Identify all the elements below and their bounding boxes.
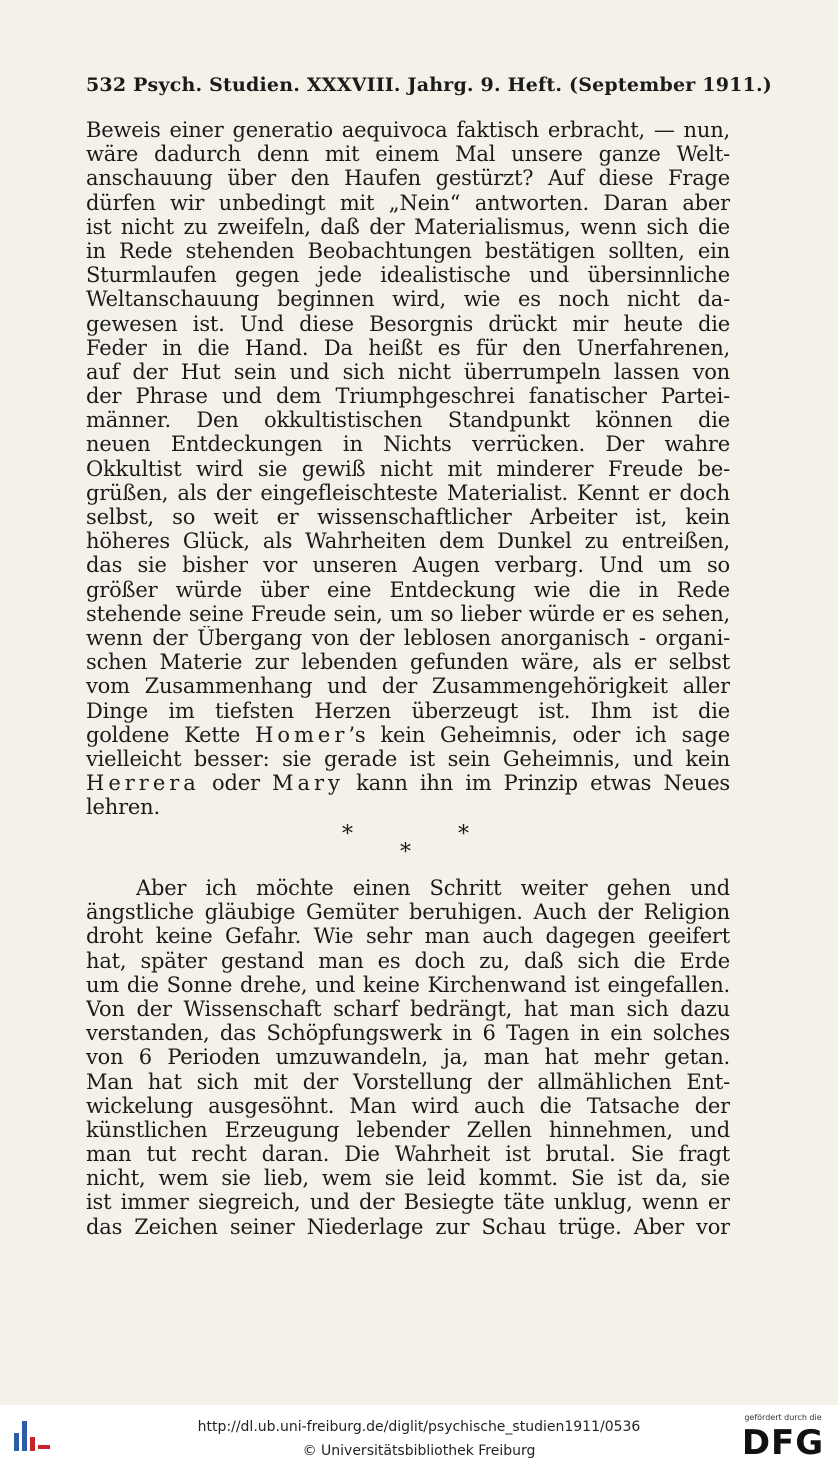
text-line: anschauung über den Haufen gestürzt? Auf diese Frage xyxy=(86,166,730,191)
paragraph-1 xyxy=(86,118,730,819)
text-line: das Zeichen seiner Niederlage zur Schau trüge. Aber vor xyxy=(86,1214,730,1239)
text-line: grüßen, als der eingefleischteste Materialist. Kennt er doch xyxy=(86,480,730,505)
text-line: Sturmlaufen gegen jede idealistische und übersinnliche xyxy=(86,263,730,288)
text-line: auf der Hut sein und sich nicht überrumpeln lassen von xyxy=(86,359,730,384)
spaced-name: Herrera xyxy=(86,771,200,796)
text-line xyxy=(86,771,730,795)
text-line: männer. Den okkultistischen Standpunkt können die xyxy=(86,408,730,433)
text-line: hat, später gestand man es doch zu, daß sich die Erde xyxy=(86,948,730,973)
text-line: wäre dadurch denn mit einem Mal unsere ganze Welt- xyxy=(86,142,730,167)
dfg-logo xyxy=(738,1413,828,1463)
text-line: in Rede stehenden Beobachtungen bestätigen sollten, ein xyxy=(86,238,730,263)
text-line: ist nicht zu zweifeln, daß der Materialismus, wenn sich die xyxy=(86,214,730,239)
dfg-wordmark: DFG xyxy=(741,1423,825,1463)
text-line: von 6 Perioden umzuwandeln, ja, man hat mehr getan. xyxy=(86,1045,730,1070)
text-line: das sie bisher vor unseren Augen verbarg. Und um so xyxy=(86,553,730,578)
text-line: höheres Glück, als Wahrheiten dem Dunkel zu entreißen, xyxy=(86,529,730,554)
spaced-name: Mary xyxy=(272,771,344,796)
running-head: 532 Psych. Studien. XXXVIII. Jahrg. 9. Heft. (September 1911.) xyxy=(86,74,772,96)
text-line: Okkultist wird sie gewiß nicht mit minderer Freude be- xyxy=(86,456,730,481)
dfg-caption: gefördert durch die xyxy=(744,1413,822,1422)
text-run: ’s kein Geheimnis, oder ich sage xyxy=(348,722,730,747)
text-line: der Phrase und dem Triumphgeschrei fanatischer Partei- xyxy=(86,384,730,409)
text-line: selbst, so weit er wissenschaftlicher Arbeiter ist, kein xyxy=(86,505,730,529)
text-line: wickelung ausgesöhnt. Man wird auch die Tatsache der xyxy=(86,1093,730,1118)
text-line: gewesen ist. Und diese Besorgnis drückt mir heute die xyxy=(86,311,730,336)
text-line: man tut recht daran. Die Wahrheit ist brutal. Sie fragt xyxy=(86,1142,730,1167)
text-line: Dinge im tiefsten Herzen überzeugt ist. Ihm ist die xyxy=(86,698,730,723)
text-line: vom Zusammenhang und der Zusammengehörigkeit aller xyxy=(86,674,730,699)
text-line: Von der Wissenschaft scharf bedrängt, hat man sich dazu xyxy=(86,996,730,1021)
text-line: schen Materie zur lebenden gefunden wäre, als er selbst xyxy=(86,650,730,675)
asterisk: * xyxy=(342,822,353,847)
text-run: oder xyxy=(199,771,272,796)
asterisk: * xyxy=(400,840,411,865)
text-line: ängstliche gläubige Gemüter beruhigen. Auch der Religion xyxy=(86,900,730,925)
text-line: verstanden, das Schöpfungswerk in 6 Tagen in ein solches xyxy=(86,1021,730,1046)
text-line: größer würde über eine Entdeckung wie die in Rede xyxy=(86,577,730,602)
text-line: ist immer siegreich, und der Besiegte täte unklug, wenn er xyxy=(86,1190,730,1215)
asterisk: * xyxy=(458,822,469,847)
text-run: goldene Kette xyxy=(86,722,256,747)
text-line: dürfen wir unbedingt mit „Nein“ antworten. Daran aber xyxy=(86,190,730,215)
text-line: Beweis einer generatio aequivoca faktisch erbracht, — nun, xyxy=(86,118,730,142)
text-line: Weltanschauung beginnen wird, wie es noch nicht da- xyxy=(86,287,730,312)
text-line xyxy=(86,723,730,747)
text-line: Feder in die Hand. Da heißt es für den Unerfahrenen, xyxy=(86,335,730,360)
copyright-notice: © Universitätsbibliothek Freiburg xyxy=(302,1443,536,1459)
section-separator xyxy=(0,822,838,865)
text-line: Man hat sich mit der Vorstellung der allmählichen Ent- xyxy=(86,1069,730,1094)
viewer-footer xyxy=(0,1405,838,1467)
text-line: vielleicht besser: sie gerade ist sein Geheimnis, und kein xyxy=(86,746,730,771)
text-line: Aber ich möchte einen Schritt weiter gehen und xyxy=(136,876,730,900)
text-line: um die Sonne drehe, und keine Kirchenwand ist eingefallen. xyxy=(86,972,730,997)
text-line: droht keine Gefahr. Wie sehr man auch dagegen geeifert xyxy=(86,924,730,949)
text-run: kann ihn im Prinzip etwas Neues xyxy=(343,771,730,796)
text-line: wenn der Übergang von der leblosen anorganisch - organi- xyxy=(86,625,730,650)
text-line: stehende seine Freude sein, um so lieber würde er es sehen, xyxy=(86,601,730,626)
text-line: künstlichen Erzeugung lebender Zellen hinnehmen, und xyxy=(86,1117,730,1142)
paragraph-2 xyxy=(86,876,730,1239)
spaced-name: Homer xyxy=(255,722,349,747)
text-line: neuen Entdeckungen in Nichts verrücken. Der wahre xyxy=(86,432,730,457)
text-line: lehren. xyxy=(86,795,160,820)
document-url[interactable]: http://dl.ub.uni-freiburg.de/diglit/psychische_studien1911/0536 xyxy=(197,1419,641,1435)
text-line: nicht, wem sie lieb, wem sie leid kommt. Sie ist da, sie xyxy=(86,1166,730,1191)
